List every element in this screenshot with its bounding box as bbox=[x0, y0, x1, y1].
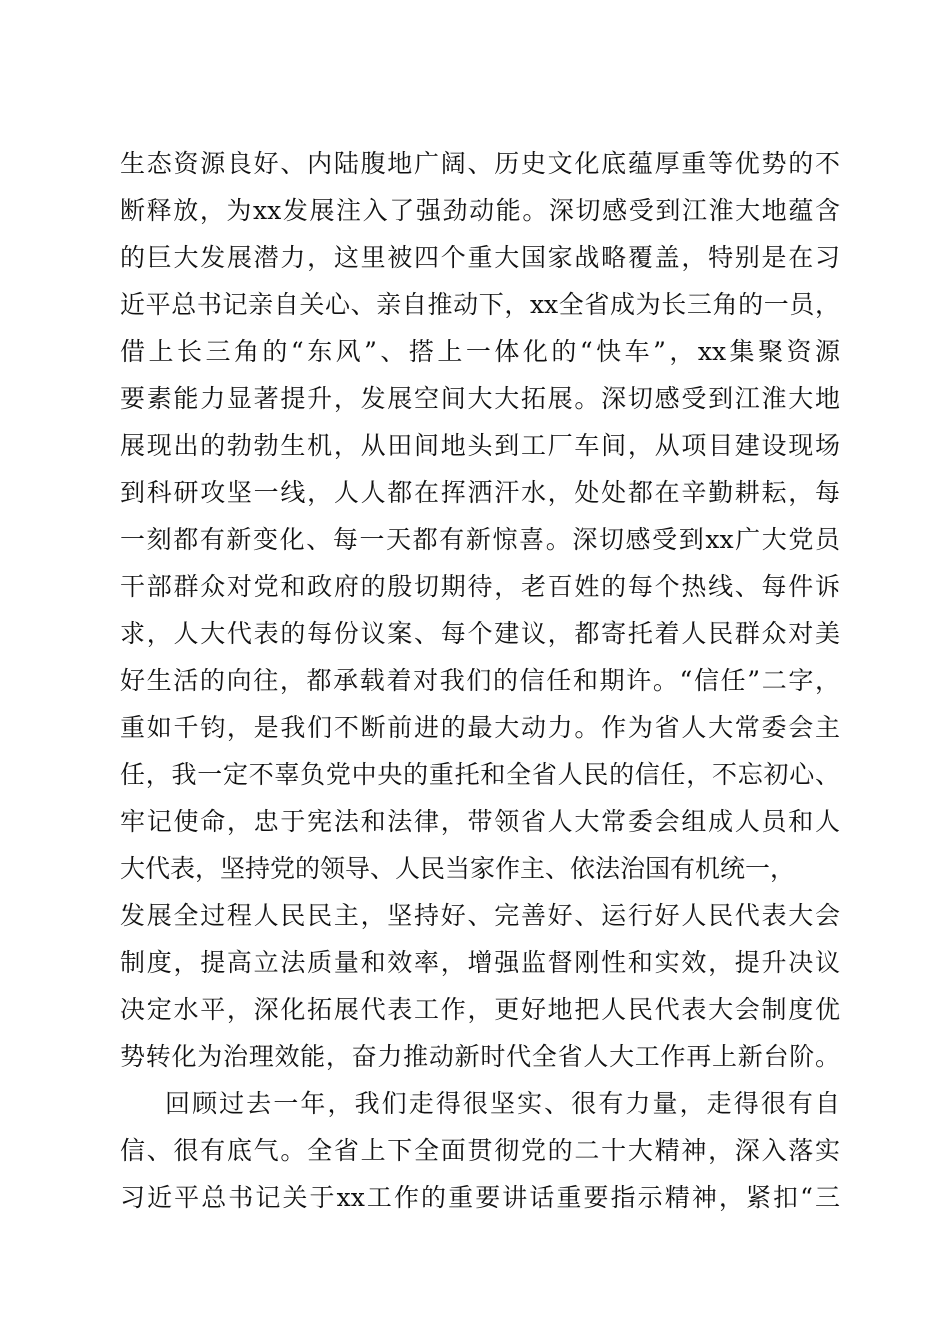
text-line: 好生活的向往，都承载着对我们的信任和期许。“信任”二字， bbox=[120, 666, 840, 695]
text-line: 要素能力显著提升，发展空间大大拓展。深切感受到江淮大地 bbox=[120, 384, 840, 413]
text-line: 近平总书记亲自关心、亲自推动下，xx全省成为长三角的一员， bbox=[120, 290, 840, 319]
text-line: 势转化为治理效能，奋力推动新时代全省人大工作再上新台阶。 bbox=[120, 1042, 840, 1071]
text-line: 的巨大发展潜力，这里被四个重大国家战略覆盖，特别是在习 bbox=[120, 243, 840, 272]
text-line: 习近平总书记关于xx工作的重要讲话重要指示精神，紧扣“三 bbox=[120, 1183, 840, 1212]
text-line: 到科研攻坚一线，人人都在挥洒汗水，处处都在辛勤耕耘，每 bbox=[120, 478, 840, 507]
text-line: 任，我一定不辜负党中央的重托和全省人民的信任，不忘初心、 bbox=[120, 760, 840, 789]
text-line: 决定水平，深化拓展代表工作，更好地把人民代表大会制度优 bbox=[120, 995, 840, 1024]
text-line: 重如千钧，是我们不断前进的最大动力。作为省人大常委会主 bbox=[120, 713, 840, 742]
text-line: 回顾过去一年，我们走得很坚实、很有力量，走得很有自 bbox=[165, 1089, 840, 1118]
text-line: 干部群众对党和政府的殷切期待，老百姓的每个热线、每件诉 bbox=[120, 572, 840, 601]
text-line: 大代表，坚持党的领导、人民当家作主、依法治国有机统一， bbox=[120, 854, 796, 883]
text-line: 一刻都有新变化、每一天都有新惊喜。深切感受到xx广大党员 bbox=[120, 525, 840, 554]
text-line: 信、很有底气。全省上下全面贯彻党的二十大精神，深入落实 bbox=[120, 1136, 840, 1165]
body-text bbox=[120, 140, 840, 1221]
paragraph-2 bbox=[120, 1080, 840, 1221]
paragraph-1 bbox=[120, 140, 840, 1080]
text-line: 制度，提高立法质量和效率，增强监督刚性和实效，提升决议 bbox=[120, 948, 840, 977]
text-line: 求，人大代表的每份议案、每个建议，都寄托着人民群众对美 bbox=[120, 619, 840, 648]
text-line: 生态资源良好、内陆腹地广阔、历史文化底蕴厚重等优势的不 bbox=[120, 149, 840, 178]
text-line: 断释放，为xx发展注入了强劲动能。深切感受到江淮大地蕴含 bbox=[120, 196, 840, 225]
text-line: 借上长三角的“东风”、搭上一体化的“快车”，xx集聚资源 bbox=[120, 337, 840, 366]
text-line: 发展全过程人民民主，坚持好、完善好、运行好人民代表大会 bbox=[120, 901, 840, 930]
text-line: 展现出的勃勃生机，从田间地头到工厂车间，从项目建设现场 bbox=[120, 431, 840, 460]
text-line: 牢记使命，忠于宪法和法律，带领省人大常委会组成人员和人 bbox=[120, 807, 840, 836]
